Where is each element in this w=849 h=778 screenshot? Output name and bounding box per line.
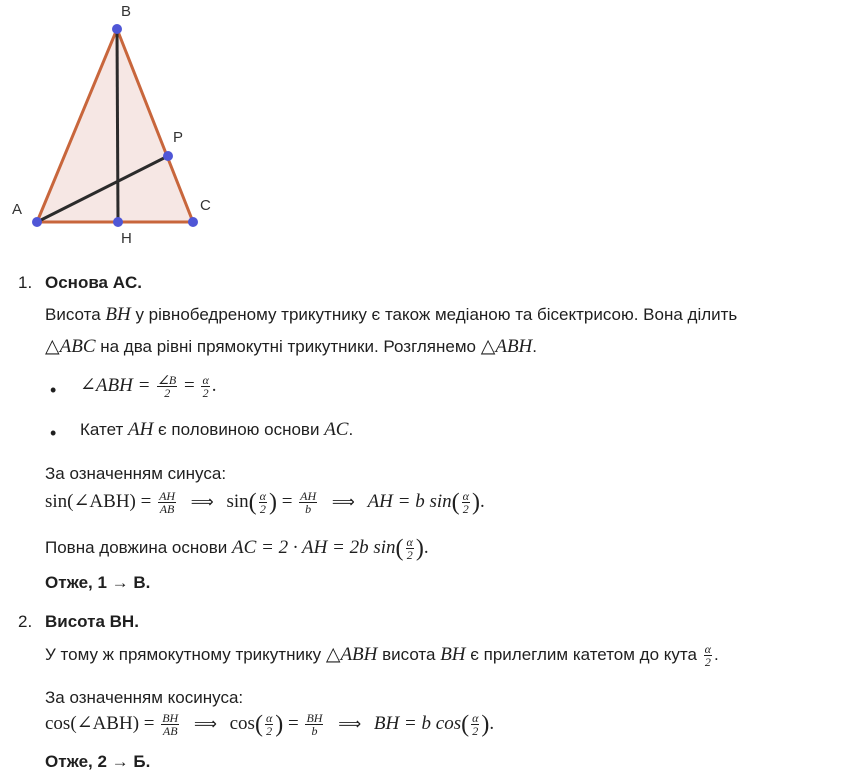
- point-a: [32, 217, 42, 227]
- triangle-abc: [37, 29, 193, 222]
- s1-bullet-angle: ∠ABH = $\frac{\angle B}{2}$ = $\frac{\alpha}{2}$ .: [80, 373, 217, 401]
- label-b: B: [121, 3, 132, 20]
- s2-cosine-definition: За означенням косинуса:: [45, 688, 244, 707]
- s2-conclusion: Отже, 2 → Б.: [45, 752, 151, 771]
- s1-paragraph-line-2: △ABC на два рівні прямокутні трикутники. Розглянемо △ABH.: [45, 336, 538, 357]
- label-a: A: [12, 201, 23, 218]
- s1-sine-formula: sin(∠ABH) = $\frac{AH}{AB}$ ⟹ sin( $\frac{\alpha}{2}$ ) = $\frac{AH}{b}$ ⟹ AH = b sin( $\frac{\alpha}{2}$ ).: [45, 489, 485, 517]
- triangle-figure: [0, 0, 260, 250]
- label-p: P: [173, 129, 184, 146]
- point-c: [188, 217, 198, 227]
- point-p: [163, 151, 173, 161]
- point-h: [113, 217, 123, 227]
- s1-conclusion: Отже, 1 → В.: [45, 573, 151, 592]
- s1-paragraph-line-1: Висота BH у рівнобедреному трикутнику є також медіаною та бісектрисою. Вона ділить: [45, 304, 738, 325]
- section-2-title: Висота BH.: [45, 612, 139, 631]
- bullet-dot: •: [50, 423, 57, 443]
- section-1-title: Основа AC.: [45, 273, 143, 292]
- s2-paragraph: У тому ж прямокутному трикутнику △ABH висота BH є прилеглим катетом до кута $\frac{\alpha}{2}$ .: [45, 642, 719, 670]
- section-2-number: 2.: [18, 612, 33, 631]
- s2-cosine-formula: cos(∠ABH) = $\frac{BH}{AB}$ ⟹ cos( $\frac{\alpha}{2}$ ) = $\frac{BH}{b}$ ⟹ BH = b cos( $\frac{\alpha}{2}$ ).: [45, 711, 495, 739]
- bullet-dot: •: [50, 380, 57, 400]
- segment-bh: [117, 29, 118, 222]
- label-c: C: [200, 197, 211, 214]
- label-h: H: [121, 230, 132, 247]
- point-b: [112, 24, 122, 34]
- section-1-number: 1.: [18, 273, 33, 292]
- s1-sine-definition: За означенням синуса:: [45, 464, 227, 483]
- s1-full-base: Повна довжина основи AC = 2 · AH = 2b sin( $\frac{\alpha}{2}$ ).: [45, 535, 429, 563]
- s1-bullet-cathetus: Катет AH є половиною основи AC.: [80, 419, 354, 440]
